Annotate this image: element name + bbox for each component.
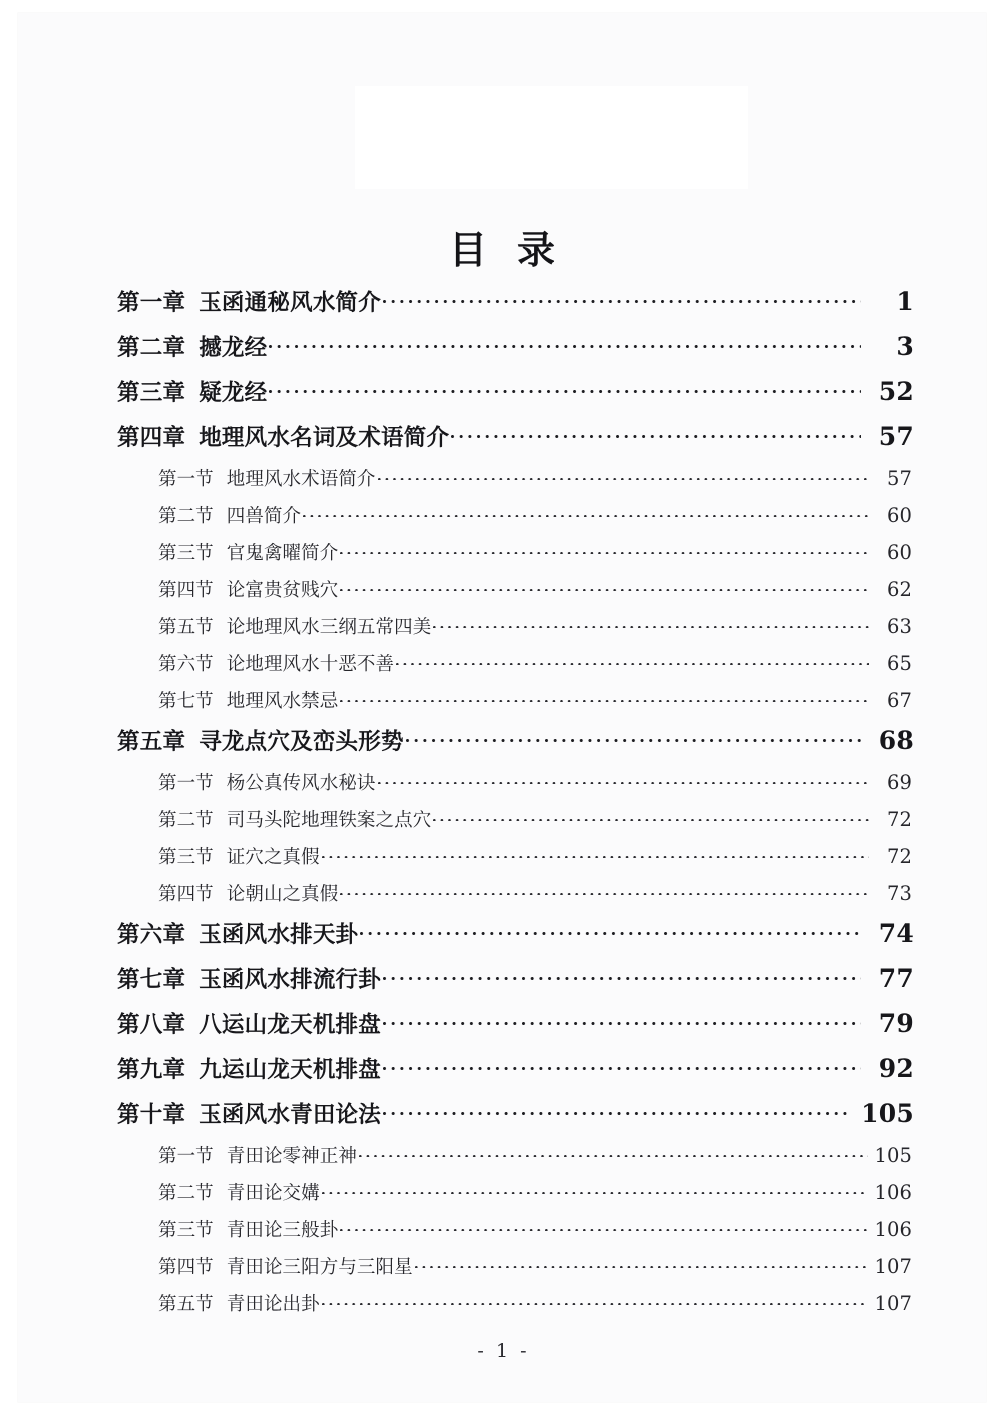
toc-entry-number: 第四节 <box>158 1257 214 1278</box>
toc-entry-title: 玉函风水排天卦 <box>199 922 359 948</box>
toc-section-row[interactable] <box>18 843 1000 880</box>
dot-leader <box>322 845 869 864</box>
toc-entry-title: 官鬼禽曜简介 <box>226 543 339 564</box>
toc-entry-number: 第七章 <box>117 967 186 993</box>
toc-entry-page-number: 77 <box>878 964 914 993</box>
toc-entry-page-number: 105 <box>874 1144 912 1167</box>
toc-entry-page-number: 69 <box>887 771 912 794</box>
toc-entry-page-number: 73 <box>887 882 912 905</box>
toc-entry-title: 青田论交媾 <box>226 1183 320 1204</box>
toc-entry-number: 第五节 <box>158 1294 214 1315</box>
toc-entry-title: 青田论三般卦 <box>226 1220 339 1241</box>
toc-entry-number: 第五章 <box>117 729 186 755</box>
toc-entry-number: 第八章 <box>117 1012 186 1038</box>
toc-entry-title: 论朝山之真假 <box>226 884 339 905</box>
toc-entry-page-number: 68 <box>878 726 914 755</box>
toc-chapter-row[interactable] <box>18 375 1000 420</box>
toc-entry-title: 地理风水术语简介 <box>226 469 376 490</box>
toc-entry-title: 玉函通秘风水简介 <box>199 290 381 316</box>
toc-entry-number: 第二节 <box>158 506 214 527</box>
toc-chapter-row[interactable] <box>18 917 1000 962</box>
toc-entry-title: 寻龙点穴及峦头形势 <box>199 729 404 755</box>
dot-leader <box>269 378 861 401</box>
toc-section-row[interactable] <box>18 806 1000 843</box>
dot-leader <box>322 1181 868 1200</box>
toc-entry-title: 论地理风水三纲五常四美 <box>226 617 432 638</box>
dot-leader <box>451 423 861 446</box>
toc-entry-page-number: 72 <box>887 845 912 868</box>
dot-leader <box>383 1055 861 1078</box>
toc-entry-title: 地理风水名词及术语简介 <box>199 425 450 451</box>
toc-entry-title: 青田论出卦 <box>226 1294 320 1315</box>
toc-entry-title: 玉函风水青田论法 <box>199 1102 381 1128</box>
toc-section-row[interactable] <box>18 576 1000 613</box>
dot-leader <box>303 504 869 523</box>
toc-chapter-row[interactable] <box>18 724 1000 769</box>
dot-leader <box>383 965 861 988</box>
toc-section-row[interactable] <box>18 613 1000 650</box>
toc-entry-number: 第四节 <box>158 884 214 905</box>
dot-leader <box>433 615 869 634</box>
toc-entry-title: 杨公真传风水秘诀 <box>226 773 376 794</box>
scanned-page-sheet <box>18 13 986 1402</box>
toc-section-row[interactable] <box>18 880 1000 917</box>
toc-entry-number: 第四章 <box>117 425 186 451</box>
toc-chapter-row[interactable] <box>18 1097 1000 1142</box>
toc-section-row[interactable] <box>18 502 1000 539</box>
toc-entry-page-number: 62 <box>887 578 912 601</box>
toc-entry-number: 第三章 <box>117 380 186 406</box>
toc-entry-page-number: 60 <box>887 541 912 564</box>
toc-entry-title: 四兽简介 <box>226 506 302 527</box>
toc-entry-page-number: 57 <box>887 467 912 490</box>
toc-entry-title: 青田论零神正神 <box>226 1146 357 1167</box>
toc-entry-title: 证穴之真假 <box>226 847 320 868</box>
toc-entry-page-number: 107 <box>874 1255 912 1278</box>
dot-leader <box>340 1218 867 1237</box>
dot-leader <box>406 727 861 750</box>
toc-chapter-row[interactable] <box>18 285 1000 330</box>
dot-leader <box>340 578 869 597</box>
dot-leader <box>340 541 869 560</box>
toc-chapter-row[interactable] <box>18 330 1000 375</box>
toc-entry-page-number: 92 <box>878 1054 914 1083</box>
toc-section-row[interactable] <box>18 465 1000 502</box>
toc-entry-number: 第九章 <box>117 1057 186 1083</box>
dot-leader <box>378 771 869 790</box>
toc-entry-number: 第一节 <box>158 1146 214 1167</box>
toc-section-row[interactable] <box>18 1216 1000 1253</box>
toc-entry-title: 撼龙经 <box>199 335 268 361</box>
toc-entry-number: 第一节 <box>158 469 214 490</box>
toc-entry-number: 第六章 <box>117 922 186 948</box>
toc-entry-number: 第二章 <box>117 335 186 361</box>
toc-entry-number: 第二节 <box>158 1183 214 1204</box>
toc-entry-page-number: 79 <box>878 1009 914 1038</box>
toc-chapter-row[interactable] <box>18 962 1000 1007</box>
page-number-footer: - 1 - <box>477 1340 530 1362</box>
toc-section-row[interactable] <box>18 687 1000 724</box>
toc-entry-page-number: 63 <box>887 615 912 638</box>
toc-entry-title: 论地理风水十恶不善 <box>226 654 395 675</box>
toc-entry-title: 八运山龙天机排盘 <box>199 1012 381 1038</box>
toc-entry-title: 司马头陀地理铁案之点穴 <box>226 810 432 831</box>
toc-entry-number: 第三节 <box>158 543 214 564</box>
toc-section-row[interactable] <box>18 1142 1000 1179</box>
toc-entry-number: 第一章 <box>117 290 186 316</box>
toc-entry-number: 第四节 <box>158 580 214 601</box>
dot-leader <box>340 689 869 708</box>
toc-entry-title: 九运山龙天机排盘 <box>199 1057 381 1083</box>
dot-leader <box>360 920 861 943</box>
dot-leader <box>378 467 869 486</box>
toc-entry-page-number: 67 <box>887 689 912 712</box>
toc-entry-title: 地理风水禁忌 <box>226 691 339 712</box>
toc-entry-page-number: 107 <box>874 1292 912 1315</box>
toc-entry-page-number: 106 <box>874 1218 912 1241</box>
dot-leader <box>322 1292 868 1311</box>
toc-entry-page-number: 1 <box>896 287 914 316</box>
toc-entry-page-number: 65 <box>887 652 912 675</box>
table-of-contents-list <box>18 285 1000 1327</box>
toc-entry-number: 第三节 <box>158 1220 214 1241</box>
toc-entry-number: 第五节 <box>158 617 214 638</box>
toc-entry-page-number: 74 <box>878 919 914 948</box>
toc-entry-number: 第七节 <box>158 691 214 712</box>
toc-section-row[interactable] <box>18 769 1000 806</box>
toc-chapter-row[interactable] <box>18 420 1000 465</box>
blank-white-patch <box>355 86 748 189</box>
toc-section-row[interactable] <box>18 1290 1000 1327</box>
toc-section-row[interactable] <box>18 650 1000 687</box>
toc-entry-page-number: 106 <box>874 1181 912 1204</box>
toc-entry-number: 第六节 <box>158 654 214 675</box>
toc-entry-title: 青田论三阳方与三阳星 <box>226 1257 413 1278</box>
toc-chapter-row[interactable] <box>18 1007 1000 1052</box>
dot-leader <box>383 1010 861 1033</box>
toc-entry-number: 第三节 <box>158 847 214 868</box>
toc-entry-title: 论富贵贫贱穴 <box>226 580 339 601</box>
toc-entry-page-number: 57 <box>878 422 914 451</box>
dot-leader <box>383 1100 852 1123</box>
toc-entry-number: 第十章 <box>117 1102 186 1128</box>
dot-leader <box>433 808 869 827</box>
dot-leader <box>340 882 869 901</box>
toc-entry-number: 第二节 <box>158 810 214 831</box>
toc-section-row[interactable] <box>18 1253 1000 1290</box>
toc-entry-page-number: 105 <box>861 1099 914 1128</box>
dot-leader <box>269 333 861 356</box>
toc-entry-number: 第一节 <box>158 773 214 794</box>
toc-section-row[interactable] <box>18 539 1000 576</box>
toc-chapter-row[interactable] <box>18 1052 1000 1097</box>
toc-entry-page-number: 52 <box>878 377 914 406</box>
dot-leader <box>359 1144 868 1163</box>
toc-entry-page-number: 3 <box>896 332 914 361</box>
toc-entry-title: 疑龙经 <box>199 380 268 406</box>
toc-section-row[interactable] <box>18 1179 1000 1216</box>
toc-entry-page-number: 72 <box>887 808 912 831</box>
toc-entry-title: 玉函风水排流行卦 <box>199 967 381 993</box>
dot-leader <box>396 652 869 671</box>
page-title: 目 录 <box>449 227 564 272</box>
dot-leader <box>383 288 861 311</box>
dot-leader <box>415 1255 868 1274</box>
toc-entry-page-number: 60 <box>887 504 912 527</box>
